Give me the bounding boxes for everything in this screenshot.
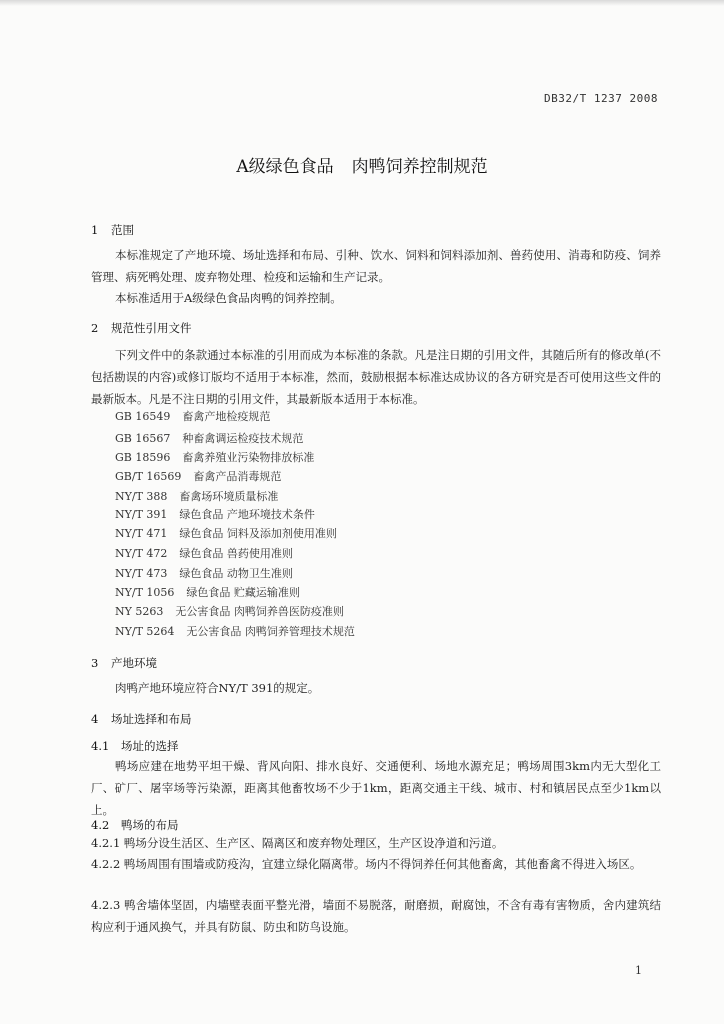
page-number: 1 [635, 964, 642, 977]
section-3-heading: 3 产地环境 [91, 656, 157, 670]
section-4-2-2-paragraph: 4.2.2 鸭场周围有围墙或防疫沟，宜建立绿化隔离带。场内不得饲养任何其他畜禽，其他畜禽不得进入场区。 [91, 857, 642, 871]
title-part-2: 肉鸭饲养控制规范 [351, 157, 488, 177]
reference-item: GB 18596 畜禽养殖业污染物排放标准 [115, 451, 315, 464]
section-4-1-paragraph: 鸭场应建在地势平坦干燥、背风向阳、排水良好、交通便利、场地水源充足；鸭场周围3km内无大型化工厂、矿厂、屠宰场等污染源，距离其他畜牧场不少于1km，距离交通主干线、城市、村和镇居民点至少1km以上。 [91, 759, 661, 817]
reference-item: NY/T 391 绿色食品 产地环境技术条件 [115, 508, 315, 521]
section-1-paragraph-1: 本标准规定了产地环境、场址选择和布局、引种、饮水、饲料和饲料添加剂、兽药使用、消毒和防疫、饲养管理、病死鸭处理、废弃物处理、检疫和运输和生产记录。 [91, 248, 661, 284]
reference-item: NY 5263 无公害食品 肉鸭饲养兽医防疫准则 [115, 605, 344, 618]
reference-item: GB 16549 畜禽产地检疫规范 [115, 410, 271, 423]
section-1-paragraph-2: 本标准适用于A级绿色食品肉鸭的饲养控制。 [115, 291, 342, 305]
reference-item: NY/T 5264 无公害食品 肉鸭饲养管理技术规范 [115, 625, 355, 638]
section-4-heading: 4 场址选择和布局 [91, 712, 192, 726]
reference-item: NY/T 471 绿色食品 饲料及添加剂使用准则 [115, 527, 337, 540]
title-part-1: A级绿色食品 [236, 157, 334, 177]
reference-item: NY/T 472 绿色食品 兽药使用准则 [115, 547, 293, 560]
section-1-heading: 1 范围 [91, 223, 134, 237]
section-4-1-heading: 4.1 场址的选择 [91, 739, 179, 753]
section-4-2-3-paragraph: 4.2.3 鸭舍墙体坚固，内墙壁表面平整光滑，墙面不易脱落，耐磨损，耐腐蚀，不含有毒有害物质，舍内建筑结构应利于通风换气，并具有防鼠、防虫和防鸟设施。 [91, 898, 661, 934]
reference-item: GB 16567 种畜禽调运检疫技术规范 [115, 432, 304, 445]
section-4-2-1-paragraph: 4.2.1 鸭场分设生活区、生产区、隔离区和废弃物处理区，生产区设净道和污道。 [91, 836, 504, 850]
scan-edge [0, 0, 724, 6]
section-2-heading: 2 规范性引用文件 [91, 321, 192, 335]
section-4-2-heading: 4.2 鸭场的布局 [91, 818, 179, 832]
reference-item: NY/T 1056 绿色食品 贮藏运输准则 [115, 586, 300, 599]
section-2-paragraph-1: 下列文件中的条款通过本标准的引用而成为本标准的条款。凡是注日期的引用文件，其随后所有的修改单(不包括勘误的内容)或修订版均不适用于本标准，然而，鼓励根据本标准达成协议的各方研究是否可使用这些文件的最新版本。凡是不注日期的引用文件，其最新版本适用于本标准。 [91, 348, 661, 406]
document-title [0, 152, 724, 177]
reference-item: NY/T 388 畜禽场环境质量标准 [115, 490, 279, 503]
section-3-paragraph-1: 肉鸭产地环境应符合NY/T 391的规定。 [115, 681, 320, 695]
standard-code: DB32/T 1237 2008 [544, 92, 658, 105]
reference-item: NY/T 473 绿色食品 动物卫生准则 [115, 567, 293, 580]
reference-item: GB/T 16569 畜禽产品消毒规范 [115, 470, 282, 483]
